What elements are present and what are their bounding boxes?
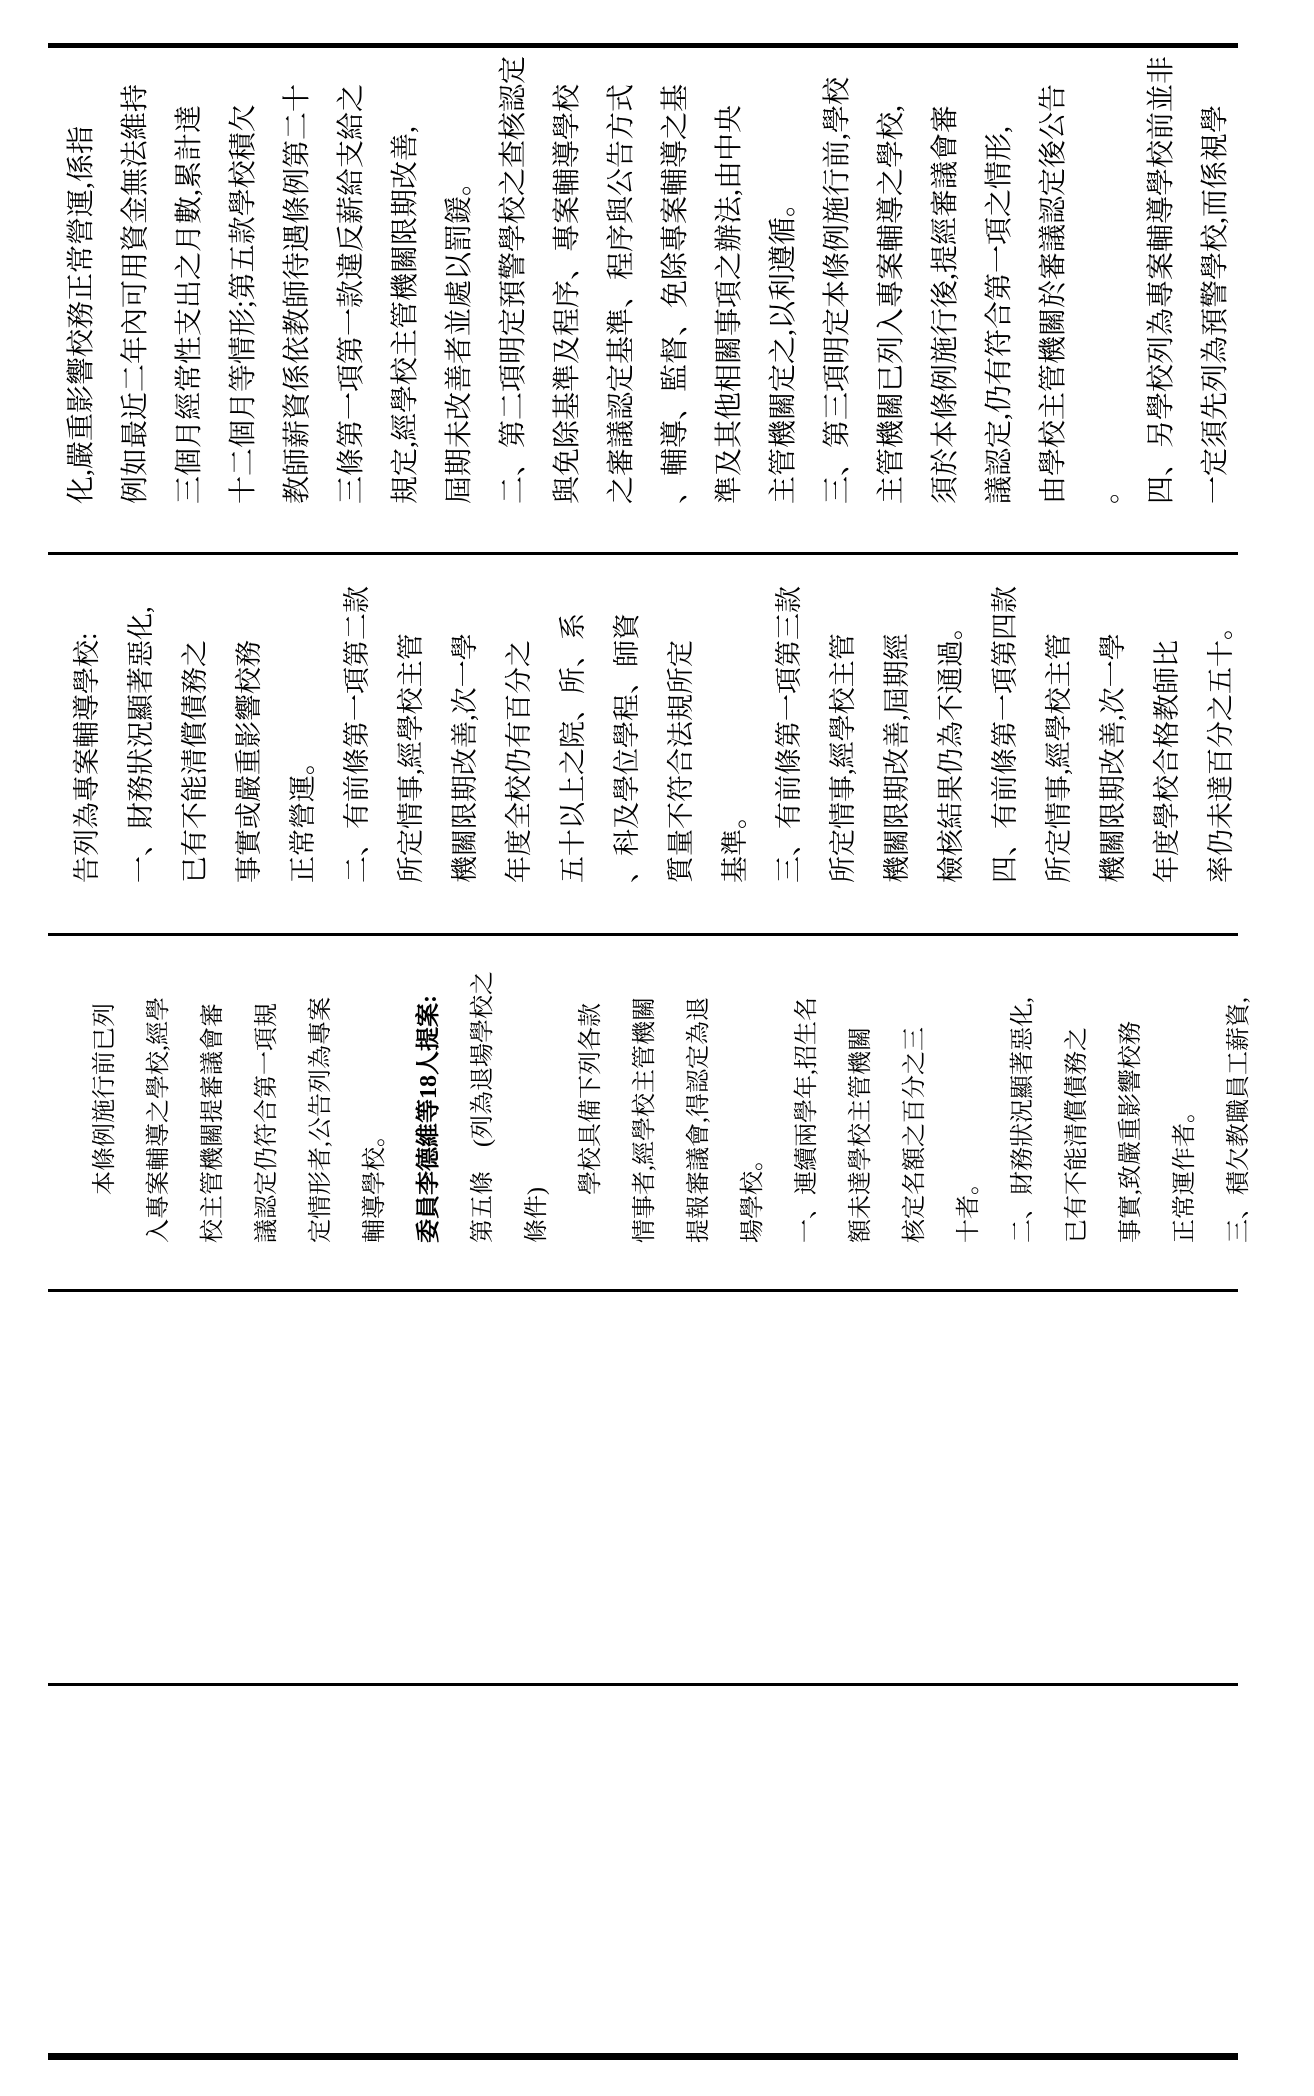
text-line: 機關限期改善,次一學 [1098,633,1128,883]
text-line: 校主管機關提審議會審 [200,1003,226,1243]
text-line: 質量不符合法規所定 [666,640,696,883]
text-line: 條件) [524,1187,550,1243]
text-line: 四、另學校列為專案輔導學校前並非 [1146,55,1177,504]
text-line: 須於本條例施行後,提經審議會審 [930,104,961,504]
text-line: 第五條 (列為退場學校之 [470,971,496,1243]
text-line: 、科及學位學程、師資 [612,613,642,883]
column-empty-outer [48,1683,1238,2053]
text-line: 五十以上之院、所、系 [558,613,588,883]
text-line: 十二個月等情形;第五款學校積欠 [228,104,259,504]
text-line: 一、連續兩學年,招生名 [794,997,820,1243]
text-line: 基準。 [720,802,750,883]
text-line: 三、有前條第一項第三款 [774,586,804,883]
text-line: 事實,致嚴重影響校務 [1118,1021,1144,1243]
text-line: 化,嚴重影響校務正常營運,係指 [66,125,97,504]
column-explanation [48,48,1238,552]
text-line: 二、財務狀況顯著惡化, [1010,997,1036,1243]
text-line: 所定情事,經學校主管 [396,633,426,883]
text-line: 年度全校仍有百分之 [504,640,534,883]
text-line: 定情形者,公告列為專案 [308,997,334,1243]
text-line: 之審議認定基準、程序與公告方式 [606,83,637,504]
text-line: 年度學校合格教師比 [1152,640,1182,883]
text-line: 準及其他相關事項之辦法,由中央 [714,104,745,504]
text-line: 委員李德維等18人提案: [416,995,442,1243]
text-line: 情事者,經學校主管機關 [632,997,658,1243]
text-line: 輔導學校。 [362,1123,388,1243]
text-line: 本條例施行前已列 [92,1003,118,1243]
text-line: 、輔導、監督、免除專案輔導之基 [660,83,691,504]
text-line: 已有不能清償債務之 [1064,1027,1090,1243]
text-line: 十者。 [956,1171,982,1243]
text-line: 提報審議會,得認定為退 [686,997,712,1243]
text-line: 議認定,仍有符合第一項之情形, [984,125,1015,504]
text-line: 告列為專案輔導學校: [72,632,102,883]
text-line: 已有不能清償債務之 [180,640,210,883]
comparison-table [48,43,1252,2060]
text-line: 一定須先列為預警學校,而係視學 [1200,104,1231,504]
text-line: 機關限期改善,次一學 [450,633,480,883]
text-line: 主管機關定之,以利遵循。 [768,188,799,504]
text-line: 規定,經學校主管機關限期改善, [390,125,421,504]
column-provision [48,552,1238,933]
text-line: 所定情事,經學校主管 [1044,633,1074,883]
text-line: 三、積欠教職員工薪資, [1226,997,1252,1243]
text-line: 事實或嚴重影響校務 [234,640,264,883]
column-member-proposal [48,933,1252,1289]
text-line: 機關限期改善,屆期經 [882,633,912,883]
text-line: 所定情事,經學校主管 [828,633,858,883]
text-line: 正常營運。 [288,748,318,883]
text-line: 教師薪資係依教師待遇條例第二十 [282,83,313,504]
text-line: 率仍未達百分之五十。 [1206,613,1236,883]
text-line: 四、有前條第一項第四款 [990,586,1020,883]
text-line: 學校具備下列各款 [578,1003,604,1243]
text-line: 三個月經常性支出之月數,累計達 [174,104,205,504]
column-empty-inner [48,1289,1238,1683]
text-line: 由學校主管機關於審議認定後公告 [1038,83,1069,504]
text-line: 議認定仍符合第一項規 [254,1003,280,1243]
text-line: 二、有前條第一項第二款 [342,586,372,883]
text-line: 場學校。 [740,1147,766,1243]
text-line: 核定名額之百分之三 [902,1027,928,1243]
text-line: 與免除基準及程序、專案輔導學校 [552,83,583,504]
text-line: 二、第二項明定預警學校之查核認定 [498,55,529,504]
text-line: 一、財務狀況顯著惡化, [126,606,156,883]
text-line: 屆期未改善者並處以罰鍰。 [444,167,475,504]
text-line: 檢核結果仍為不通過。 [936,613,966,883]
text-line: 三條第一項第一款違反薪給支給之 [336,83,367,504]
text-line: 入專案輔導之學校,經學 [146,997,172,1243]
text-line: 額未達學校主管機關 [848,1027,874,1243]
text-line: 主管機關已列入專案輔導之學校, [876,104,907,504]
text-line: 三、第三項明定本條例施行前,學校 [822,76,853,504]
text-line: 。 [1092,475,1123,504]
text-line: 正常運作者。 [1172,1099,1198,1243]
text-line: 例如最近二年內可用資金無法維持 [120,83,151,504]
